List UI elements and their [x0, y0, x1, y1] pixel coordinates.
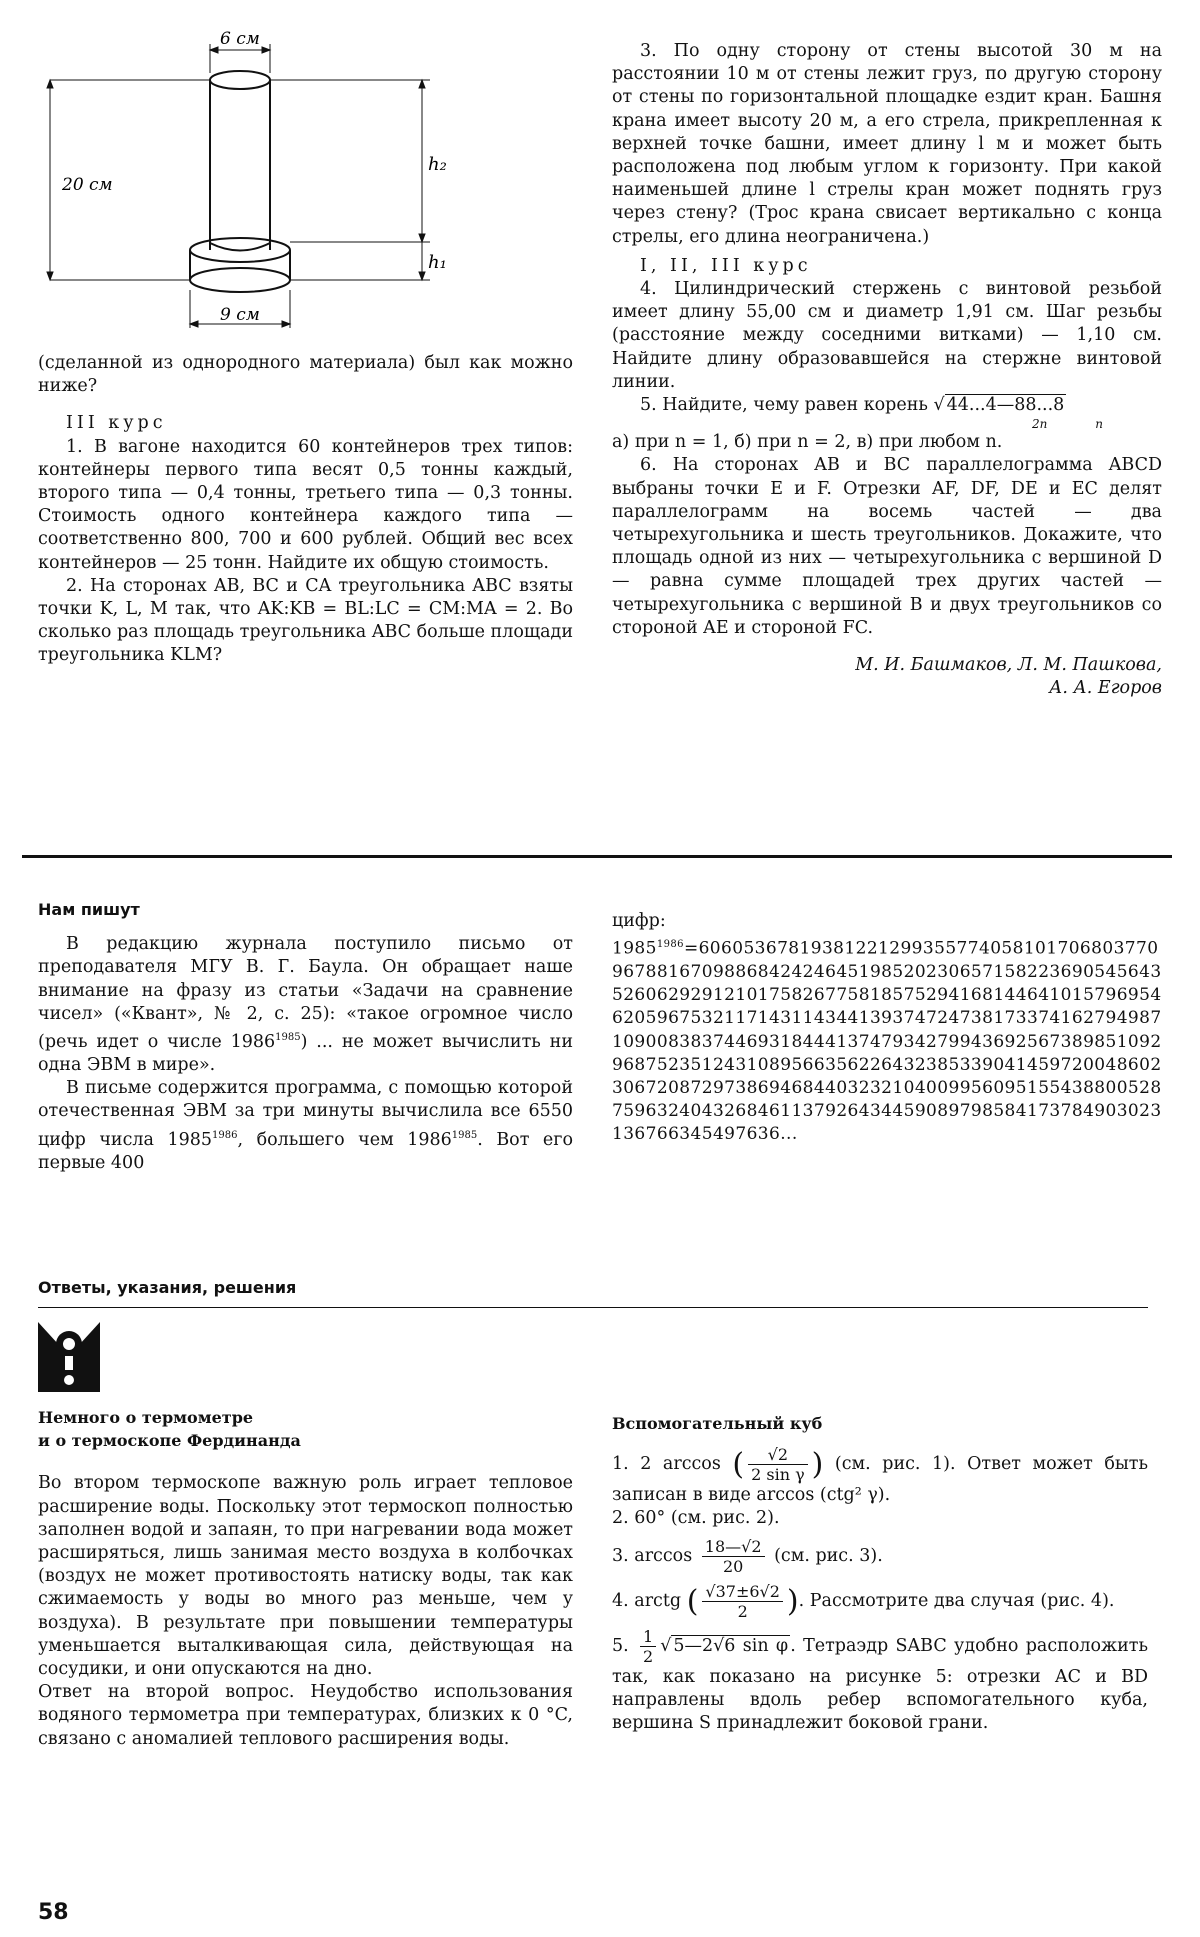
answer-4-numerator: √37±6√2	[702, 1582, 783, 1602]
answer-3-pre: 3. arccos	[612, 1545, 693, 1566]
problem-5-text: 5. Найдите, чему равен корень	[640, 395, 928, 416]
course-label-iii: III курс	[66, 413, 167, 434]
letters-p1-text: В редакцию журнала поступило письмо от преподавателя МГУ В. Г. Баула. Он обращает наше внимание на фразу из статьи «Задачи на сравнение чисел» («Квант», № 2, с. 25): «такое огромное число (речь идет о числе 1986	[38, 934, 573, 1052]
answer-5-root: 5—2√6 sin φ	[673, 1635, 789, 1656]
answer-2: 2. 60° (см. рис. 2).	[612, 1508, 780, 1529]
problem-5-root: 44...4—88...8	[946, 395, 1065, 416]
question-logo-icon	[38, 1322, 100, 1392]
answer-5-post: . Тетраэдр SABC удобно расположить так, как показано на рисунке 5: отрезки AC и BD направлены вдоль ребер вспомогательного куба, вершина S принадлежит боковой грани.	[612, 1635, 1148, 1734]
left-top-column	[38, 352, 573, 668]
problem-2: 2. На сторонах AB, BC и CA треугольника ABC взяты точки K, L, M так, что AK:KB = BL:LC = CM:MA = 2. Во сколько раз площадь треугольника ABC больше площади треугольника KLM?	[38, 575, 573, 666]
answer-1-pre: 1. 2 arccos	[612, 1454, 721, 1475]
answers-section-title: Ответы, указания, решения	[38, 1278, 297, 1297]
thermo-paragraph-1: Во втором термоскопе важную роль играет тепловое расширение воды. Поскольку этот термоскоп полностью заполнен водой и запаян, то при нагревании вода может расширяться, лишь занимая место воздуха в колбочках (воздух не может противостоять натиску воды, так как сжимаемость у воды во много раз меньше, чем у воздуха). В результате при повышении температуры уменьшается выталкивающая сила, действующая на сосудики, и они опускаются на дно.	[38, 1473, 573, 1680]
label-h2: h₂	[428, 154, 447, 175]
problem-1: 1. В вагоне находится 60 контейнеров трех типов: контейнеры первого типа весят 0,5 тонны каждый, второго типа — 0,4 тонны, третьего типа — 0,3 тонны. Стоимость одного контейнера каждого типа — соответственно 800, 700 и 600 рублей. Общий вес всех контейнеров — 25 тонн. Найдите их общую стоимость.	[38, 436, 573, 573]
cube-title: Вспомогательный куб	[612, 1414, 823, 1433]
letters-p1-end: ) ... не может вычислить ни одна ЭВМ в мире».	[38, 1031, 573, 1076]
problem-6: 6. На сторонах AB и BC параллелограмма ABCD выбраны точки E и F. Отрезки AF, DF, DE и EC делят параллелограмм на восемь частей — два четырехугольника и шесть треугольников. Докажите, что площадь одной из них — четырехугольника с вершиной D — равна сумме площадей трех других частей — четырехугольника с вершиной B и двух треугольников со стороной AE и стороной FC.	[612, 455, 1162, 638]
letters-paragraph-2	[38, 1077, 573, 1175]
answers-divider	[38, 1307, 1148, 1308]
letters-heading: Нам пишут	[38, 900, 140, 919]
answer-5: 5. $\frac{1}{2}$ √ 5—2√6 sin φ . Тетраэдр SABC удобно расположить так, как показано на рисунке 5: отрезки AC и BD направлены вдоль ребер вспомогательного куба, вершина S принадлежит боковой грани.	[612, 1626, 1148, 1734]
answer-1-post: (см. рис. 1). Ответ может быть записан в виде arccos (ctg² γ).	[612, 1454, 1149, 1506]
thermo-title-1: Немного о термометре	[38, 1408, 254, 1427]
thermo-paragraph-2: Ответ на второй вопрос. Неудобство использования водяного термометра при температурах, близких к 0 °C, связано с аномалией теплового расширения воды.	[38, 1682, 573, 1749]
thermometer-column	[38, 1406, 573, 1751]
answer-4-denominator: 2	[737, 1601, 748, 1621]
big-number	[612, 933, 1162, 1146]
letters-p1-exponent: 1985	[275, 1032, 301, 1044]
big-number-exponent: 1986	[656, 939, 684, 951]
answer-4-pre: 4. arctg	[612, 1590, 682, 1611]
answer-1-numerator: √2	[748, 1445, 808, 1465]
label-height: 20 см	[62, 175, 113, 195]
course-label-all: I, II, III курс	[640, 255, 812, 276]
letters-right-column	[612, 910, 1162, 1147]
section-divider	[22, 855, 1172, 858]
label-base-width: 9 см	[220, 305, 260, 325]
answer-4-post: . Рассмотрите два случая (рис. 4).	[798, 1590, 1115, 1611]
answer-3-denominator: 20	[722, 1556, 744, 1576]
page-number: 58	[38, 1900, 69, 1925]
answer-3	[612, 1537, 1148, 1576]
letters-p2-exponent-2: 1985	[451, 1129, 478, 1141]
answer-1-denominator: 2 sin γ	[751, 1465, 805, 1485]
thermo-title-2: и о термоскопе Фердинанда	[38, 1431, 301, 1451]
problem-5-subscripts	[612, 417, 1162, 431]
letters-p2-exponent-1: 1986	[212, 1129, 238, 1141]
answer-4: 4. arctg ( $\frac{√37\pm 6√2}{2}$ ). Рассмотрите два случая (рис. 4).	[612, 1581, 1115, 1621]
label-top-width: 6 см	[220, 29, 260, 49]
label-h1: h₁	[428, 252, 447, 273]
answer-1: 1. 2 arccos ( $\frac{√2}{\text{2 sin γ}}$ ) (см. рис. 1). Ответ может быть записан в виде arccos (ctg² γ).	[612, 1445, 1149, 1506]
problem-3: 3. По одну сторону от стены высотой 30 м на расстоянии 10 м от стены лежит груз, по другую сторону от стены по горизонтальной площадке ездит кран. Башня крана имеет высоту 20 м, а его стрела, прикрепленная к верхней точке башни, имеет длину l м и может быть расположена под любым углом к горизонту. При какой наименьшей длине l стрелы кран может поднять груз через стену? (Трос крана свисает вертикально с конца стрелы, его длина неограничена.)	[612, 41, 1162, 247]
answer-3-post: (см. рис. 3).	[774, 1545, 883, 1566]
signature-line-1: М. И. Башмаков, Л. М. Пашкова,	[855, 655, 1162, 676]
answer-5-denominator: 2	[643, 1646, 654, 1666]
letters-p2-end: . Вот его первые 400	[38, 1129, 573, 1173]
signature-line-2: А. А. Егоров	[1049, 678, 1162, 699]
problem-5-cases: а) при n = 1, б) при n = 2, в) при любом n.	[612, 432, 1003, 453]
cube-column	[612, 1412, 1148, 1735]
big-number-digits: =606053678193812212993557740581017068037709678816709886842424645198520230657158223690545643526062929121017582677581857529416814464101579695462059675321171431143441393747247381733741627949871090083837446931844413747934279943692567389851092968752351243108956635622643238533904145972004860230672087297386946844032321040099560951554388005287596324043268461137926434459089798584173784903023136766345497636...	[612, 938, 1162, 1145]
answer-3-numerator: 18—√2	[702, 1537, 765, 1557]
problem-5-sub-n: n	[1095, 417, 1103, 432]
answer-5-pre: 5.	[612, 1635, 629, 1656]
problem-5-sub-2n: 2n	[1032, 417, 1048, 432]
letters-continuation: цифр:	[612, 911, 666, 931]
answer-5-numerator: 1	[640, 1627, 656, 1647]
problem-5: 5. Найдите, чему равен корень √ 44...4—88...8	[640, 395, 1065, 416]
letters-left-column	[38, 898, 573, 1175]
letters-p2-mid: , большего чем 1986	[237, 1129, 452, 1150]
right-top-column	[612, 40, 1162, 700]
cylinder-figure	[30, 28, 470, 348]
letters-p2-text: В письме содержится программа, с помощью которой отечественная ЭВМ за три минуты вычислила все 6550 цифр числа 1985	[38, 1078, 573, 1150]
problem-4: 4. Цилиндрический стержень с винтовой резьбой имеет длину 55,00 см и диаметр 1,91 см. Шаг резьбы (расстояние между соседними витками) — 1,10 см. Найдите длину образовавшейся на стержне винтовой линии.	[612, 279, 1162, 392]
problem-continuation: (сделанной из однородного материала) был как можно ниже?	[38, 353, 573, 397]
letters-paragraph-1	[38, 933, 573, 1077]
big-number-base: 1985	[612, 938, 657, 959]
